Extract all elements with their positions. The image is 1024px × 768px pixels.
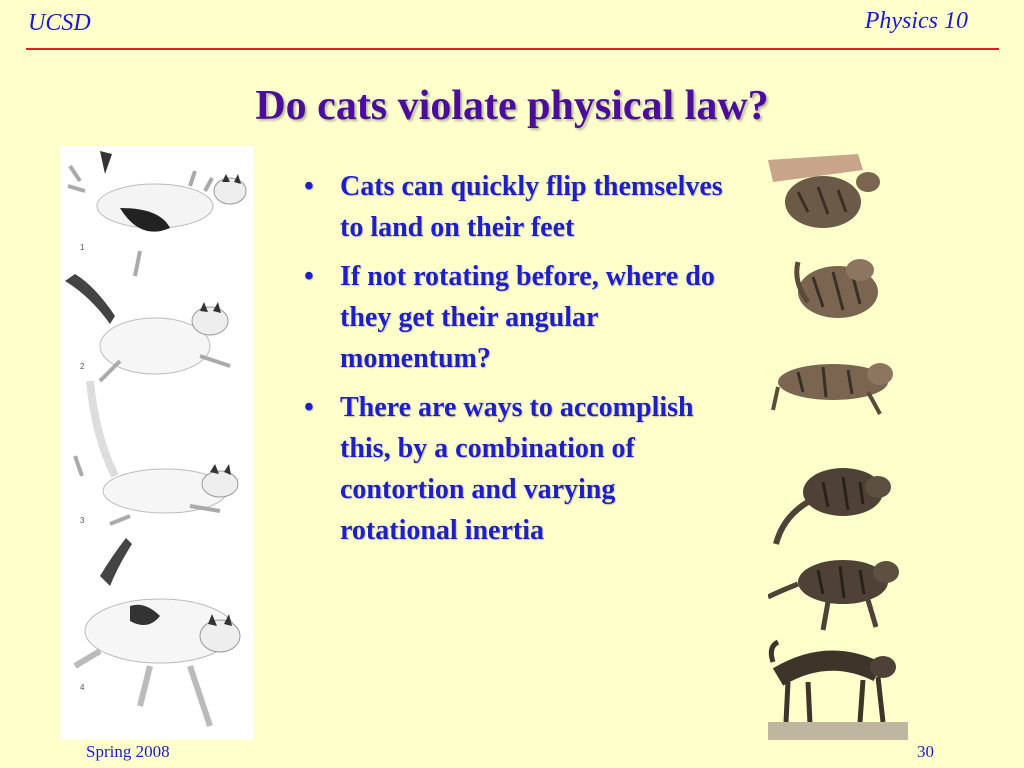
bullet-item-2	[300, 256, 730, 379]
bullet-dot: •	[304, 261, 314, 292]
bullet-list	[300, 166, 730, 559]
cat-frame-2	[65, 251, 230, 381]
tabby-frame-2	[797, 259, 878, 318]
bullet-text-2: If not rotating before, where do they get their angular momentum?	[340, 261, 715, 374]
header-divider	[26, 48, 999, 50]
frame-number-4: 4	[80, 683, 85, 692]
bullet-dot: •	[304, 171, 314, 202]
tabby-frame-6	[768, 642, 908, 740]
header-left-label: UCSD	[28, 10, 91, 36]
header-right-label: Physics 10	[864, 8, 968, 34]
cat-frame-3	[75, 381, 238, 524]
tabby-frame-4	[776, 468, 891, 544]
slide-number: 30	[917, 742, 934, 761]
frame-number-3: 3	[80, 516, 85, 525]
tabby-frame-3	[773, 363, 893, 414]
frame-number-1: 1	[80, 243, 85, 252]
bullet-text-3: There are ways to accomplish this, by a combination of contortion and varying rotational inertia	[340, 392, 694, 546]
bullet-text-1: Cats can quickly flip themselves to land on their feet	[340, 171, 723, 243]
cat-frame-4	[75, 538, 240, 726]
cat-frame-1	[68, 151, 246, 232]
footer-term: Spring 2008	[86, 742, 170, 761]
bullet-item-1	[300, 166, 730, 248]
falling-cat-sequence-photo	[60, 146, 254, 740]
frame-number-2: 2	[80, 362, 85, 371]
slide-title: Do cats violate physical law?	[255, 83, 769, 129]
bullet-item-3	[300, 387, 730, 551]
tabby-cat-sequence-photo	[768, 152, 908, 740]
tabby-frame-5	[768, 560, 899, 630]
tabby-frame-1	[768, 154, 880, 228]
bullet-dot: •	[304, 392, 314, 423]
